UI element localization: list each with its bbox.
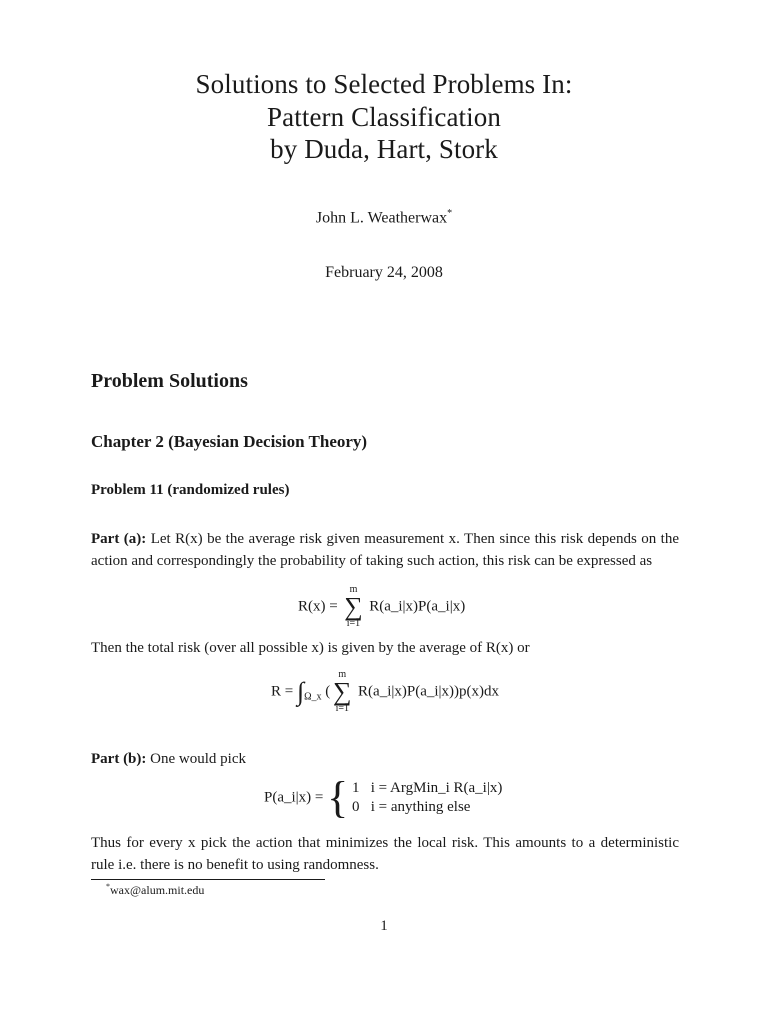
eq3-lhs: P(a_i|x) =	[264, 789, 324, 806]
footnote-text: wax@alum.mit.edu	[110, 883, 205, 897]
eq1-sum-bottom: i=1	[346, 618, 361, 629]
equation-2: $R = \int_{\Omega\_x}$ ( m ∑ i=1 R(a_i|x)P(a_i|x))p(x)dx	[271, 669, 500, 714]
eq2-summation: m ∑ i=1	[330, 670, 354, 714]
title-line-3: by Duda, Hart, Stork	[270, 134, 498, 164]
title-line-1: Solutions to Selected Problems In:	[195, 69, 573, 99]
eq1-sum-top: m	[349, 584, 358, 595]
case2-value: 0	[352, 799, 360, 815]
title-line-2: Pattern Classification	[267, 102, 501, 132]
equation-1	[298, 585, 465, 629]
author-name: John L. Weatherwax	[315, 209, 448, 227]
part-a-paragraph	[91, 528, 679, 572]
eq1-summation: m ∑ i=1	[341, 585, 365, 629]
part-b-label: Part (b):	[91, 751, 147, 767]
problem-heading: Problem 11 (randomized rules)	[91, 482, 290, 498]
eq2-sum-top: m	[338, 669, 347, 680]
eq2-int-subscript: Ω_x	[304, 691, 322, 703]
eq1-lhs: R(x) =	[298, 598, 338, 615]
page-number: 1	[380, 918, 388, 934]
part-a-text-1: Let R(x) be the average risk given measurement x. Then since this risk depends on the action and correspondingly the probability of taking such action, this risk can be expressed as	[91, 531, 680, 569]
case1-value: 1	[352, 780, 360, 796]
section-heading: Problem Solutions	[91, 370, 248, 392]
footnote-rule	[91, 879, 325, 880]
part-b-paragraph	[91, 748, 679, 770]
case1-condition: i = ArgMin_i R(a_i|x)	[370, 780, 503, 796]
part-b-text-1: One would pick	[150, 751, 246, 767]
equation-3: P(a_i|x) = { 1 i = ArgMin_i R(a_i|x) 0 i = anything else	[264, 773, 503, 822]
part-a-label: Part (a):	[91, 531, 147, 547]
part-a-text-2: Then the total risk (over all possible x) is given by the average of R(x) or	[91, 640, 530, 656]
eq2-rhs: R(a_i|x)P(a_i|x))p(x)dx	[358, 683, 500, 700]
part-b-text-2: Thus for every x pick the action that minimizes the local risk. This amounts to a deterministic rule i.e. there is no benefit to using randomness.	[91, 835, 679, 873]
author-footnote-mark: *	[447, 208, 453, 219]
eq2-sum-bottom: i=1	[335, 703, 349, 714]
case2-condition: i = anything else	[370, 799, 471, 815]
footnote	[106, 882, 204, 898]
eq2-lhs: R =	[271, 683, 294, 700]
chapter-heading: Chapter 2 (Bayesian Decision Theory)	[91, 432, 368, 451]
footnote-mark: *	[106, 882, 110, 891]
date: February 24, 2008	[325, 264, 443, 281]
author	[0, 208, 768, 227]
eq1-rhs: R(a_i|x)P(a_i|x)	[369, 598, 466, 615]
eq3-cases	[352, 779, 502, 817]
